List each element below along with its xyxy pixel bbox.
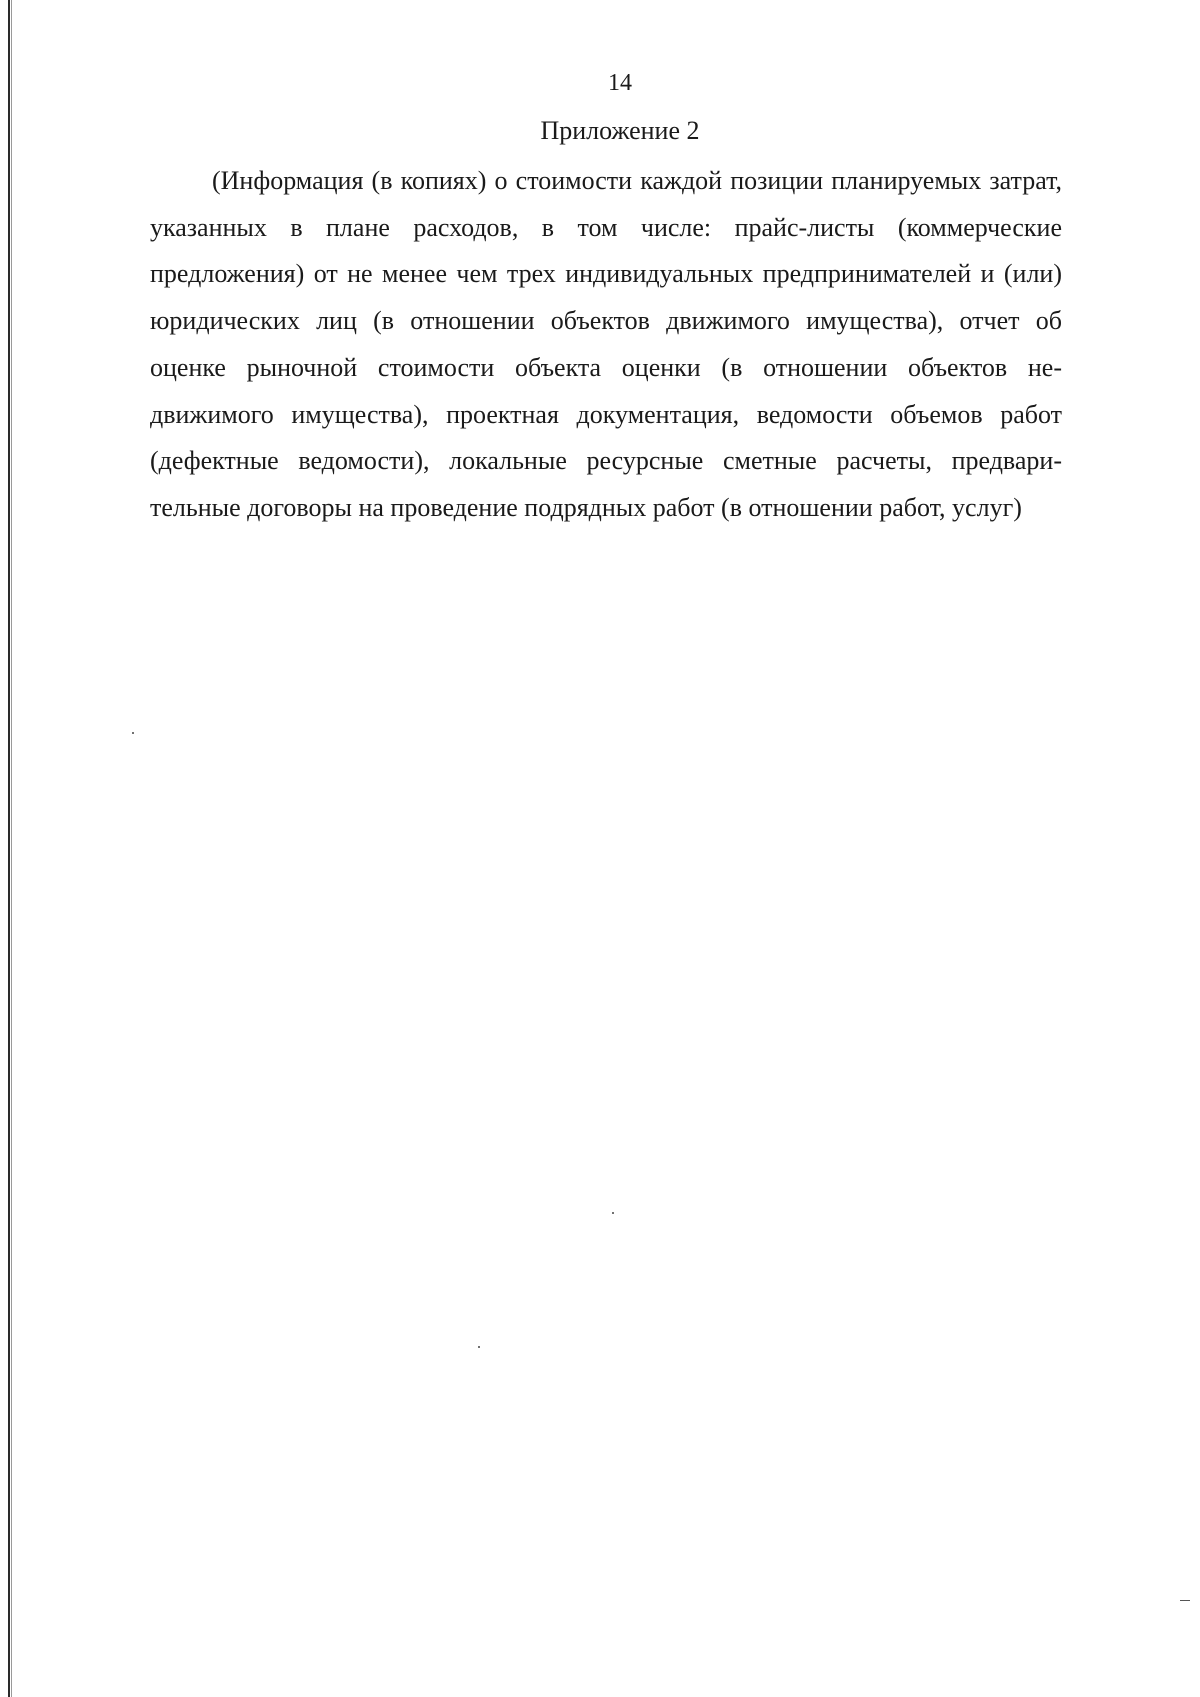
scan-edge-left-shadow	[11, 0, 12, 1697]
scan-speck	[478, 1346, 480, 1348]
appendix-title: Приложение 2	[540, 116, 700, 145]
scan-edge-left	[8, 0, 10, 1697]
scan-mark-right	[1180, 1600, 1190, 1601]
page-number: 14	[608, 70, 632, 96]
body-paragraph: (Информация (в копиях) о стоимости каждой позиции планируемых затрат, указанных в плане расходов, в том числе: прайс-листы (коммерческие предложения) от не менее чем трех индивидуальных предпринимателей и (или) юридических лиц (в отношении объектов движимого имущества), отчет об оценке рыночной стоимости объекта оценки (в отношении объектов недвижимого имущества), проектная документация, ведомости объемов работ (дефектные ведомости), локальные ресурсные сметные расчеты, предварительные договоры на проведение подрядных работ (в отношении работ, услуг)	[150, 166, 1062, 522]
scan-speck	[612, 1212, 614, 1214]
scan-speck	[132, 732, 134, 734]
